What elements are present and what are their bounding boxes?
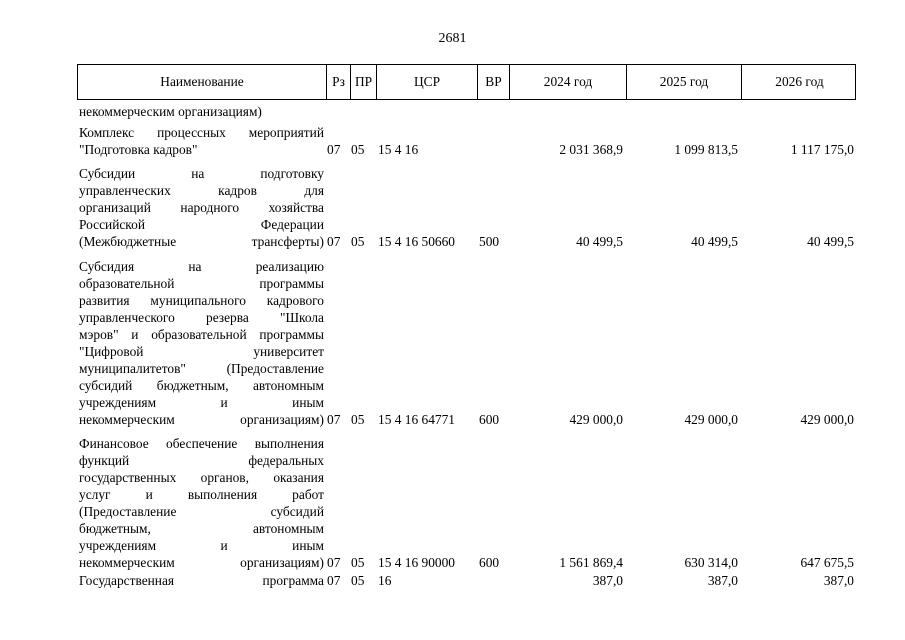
row-name-line: организаций народного хозяйства <box>79 200 324 215</box>
cell-rz: 07 <box>327 234 341 249</box>
cell-y2025: 630 314,0 <box>684 555 738 570</box>
table-header <box>77 64 856 100</box>
row-name <box>79 572 324 589</box>
cell-csr: 15 4 16 <box>378 142 419 157</box>
cell-vr: 600 <box>479 555 500 570</box>
row-name <box>79 435 324 571</box>
cell-rz: 07 <box>327 412 341 427</box>
cell-y2026: 1 117 175,0 <box>790 142 854 157</box>
table-row <box>77 158 856 250</box>
cell-pr: 05 <box>351 234 365 249</box>
budget-table <box>77 64 856 595</box>
row-name-line: Комплекс процессных мероприятий <box>79 125 324 140</box>
page-number: 2681 <box>438 31 467 46</box>
row-name-line: развития муниципального кадрового <box>79 293 324 308</box>
row-name-line: субсидий бюджетным, автономным <box>79 378 324 393</box>
header-rz: Рз <box>326 65 350 99</box>
row-name-line: государственных органов, оказания <box>79 470 324 485</box>
cell-pr: 05 <box>351 555 365 570</box>
cell-csr: 15 4 16 64771 <box>378 412 455 427</box>
cell-y2026: 647 675,5 <box>800 555 854 570</box>
row-name-line: некоммерческим организациям) <box>79 555 324 570</box>
row-name-line: управленческих кадров для <box>79 183 324 198</box>
cell-pr: 05 <box>351 142 365 157</box>
cell-csr: 15 4 16 90000 <box>378 555 455 570</box>
cell-vr: 600 <box>479 412 500 427</box>
row-name <box>79 124 324 158</box>
table-row <box>77 428 856 571</box>
cell-y2026: 40 499,5 <box>807 234 854 249</box>
row-name-line: учреждениям и иным <box>79 395 324 410</box>
row-name-line: услуг и выполнения работ <box>79 487 324 502</box>
header-csr: ЦСР <box>376 65 477 99</box>
cell-y2025: 429 000,0 <box>684 412 738 427</box>
row-name-line: "Цифровой университет <box>79 344 324 359</box>
row-name-line: Субсидия на реализацию <box>79 259 324 274</box>
cell-y2026: 387,0 <box>823 573 854 588</box>
cell-y2024: 40 499,5 <box>576 234 623 249</box>
row-name-line: муниципалитетов" (Предоставление <box>79 361 324 376</box>
cell-y2024: 387,0 <box>592 573 623 588</box>
header-2026: 2026 год <box>741 65 857 99</box>
cell-y2026: 429 000,0 <box>800 412 854 427</box>
row-name-line: Российской Федерации <box>79 217 324 232</box>
row-name-line: учреждениям и иным <box>79 538 324 553</box>
cell-y2024: 429 000,0 <box>569 412 623 427</box>
cell-y2024: 1 561 869,4 <box>559 555 623 570</box>
cell-csr: 15 4 16 50660 <box>378 234 455 249</box>
table-row <box>77 571 856 595</box>
row-name <box>79 165 324 250</box>
row-name-line: Субсидии на подготовку <box>79 166 324 181</box>
cell-y2025: 1 099 813,5 <box>674 142 738 157</box>
table-row <box>77 100 856 120</box>
header-2024: 2024 год <box>509 65 626 99</box>
cell-y2024: 2 031 368,9 <box>559 142 623 157</box>
row-name-line: (Предоставление субсидий <box>79 504 324 519</box>
row-name-line: мэров" и образовательной программы <box>79 327 324 342</box>
table-row <box>77 120 856 158</box>
header-pr: ПР <box>350 65 376 99</box>
cell-pr: 05 <box>351 412 365 427</box>
table-body <box>77 100 856 595</box>
row-name-line: (Межбюджетные трансферты) <box>79 234 324 249</box>
row-name-line: Государственная программа <box>79 573 324 588</box>
row-name-line: "Подготовка кадров" <box>79 142 198 157</box>
row-name-line: некоммерческим организациям) <box>79 104 262 119</box>
cell-y2025: 40 499,5 <box>691 234 738 249</box>
row-name <box>79 258 324 428</box>
cell-y2025: 387,0 <box>707 573 738 588</box>
header-2025: 2025 год <box>626 65 741 99</box>
cell-rz: 07 <box>327 142 341 157</box>
row-name <box>79 103 324 120</box>
row-name-line: некоммерческим организациям) <box>79 412 324 427</box>
header-name: Наименование <box>160 74 244 89</box>
cell-rz: 07 <box>327 573 341 588</box>
cell-csr: 16 <box>378 573 392 588</box>
row-name-line: управленческого резерва "Школа <box>79 310 324 325</box>
row-name-line: функций федеральных <box>79 453 324 468</box>
table-row <box>77 250 856 428</box>
cell-pr: 05 <box>351 573 365 588</box>
row-name-line: Финансовое обеспечение выполнения <box>79 436 324 451</box>
header-vr: ВР <box>477 65 509 99</box>
cell-rz: 07 <box>327 555 341 570</box>
row-name-line: образовательной программы <box>79 276 324 291</box>
cell-vr: 500 <box>479 234 500 249</box>
row-name-line: бюджетным, автономным <box>79 521 324 536</box>
